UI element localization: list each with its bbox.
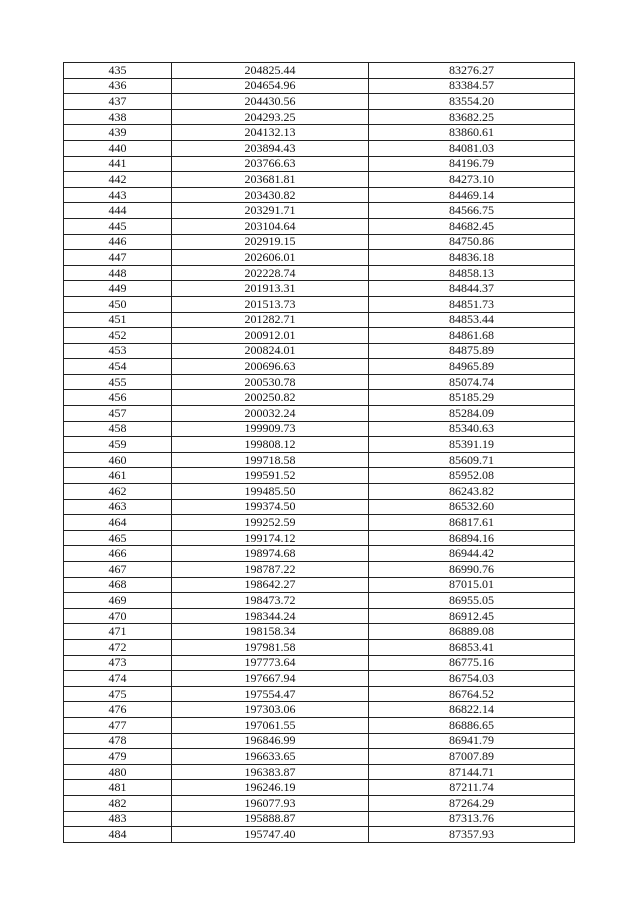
point-number-cell: 476 [64,702,172,718]
x-coordinate-cell: 195747.40 [172,827,369,843]
x-coordinate-cell: 201513.73 [172,296,369,312]
point-number-cell: 463 [64,499,172,515]
coordinate-table [63,62,575,843]
point-number-cell: 464 [64,515,172,531]
x-coordinate-cell: 199252.59 [172,515,369,531]
y-coordinate-cell: 86944.42 [369,546,575,562]
x-coordinate-cell: 204825.44 [172,63,369,79]
x-coordinate-cell: 203894.43 [172,140,369,156]
y-coordinate-cell: 85185.29 [369,390,575,406]
y-coordinate-cell: 86894.16 [369,530,575,546]
y-coordinate-cell: 84750.86 [369,234,575,250]
table-row [64,125,575,141]
point-number-cell: 461 [64,468,172,484]
table-row [64,234,575,250]
x-coordinate-cell: 197061.55 [172,717,369,733]
x-coordinate-cell: 200824.01 [172,343,369,359]
table-row [64,437,575,453]
x-coordinate-cell: 201282.71 [172,312,369,328]
x-coordinate-cell: 198787.22 [172,562,369,578]
table-row [64,780,575,796]
point-number-cell: 453 [64,343,172,359]
table-row [64,296,575,312]
table-row [64,827,575,843]
table-row [64,187,575,203]
table-row [64,406,575,422]
table-row [64,390,575,406]
point-number-cell: 484 [64,827,172,843]
point-number-cell: 459 [64,437,172,453]
y-coordinate-cell: 86764.52 [369,686,575,702]
x-coordinate-cell: 196246.19 [172,780,369,796]
point-number-cell: 466 [64,546,172,562]
point-number-cell: 439 [64,125,172,141]
point-number-cell: 467 [64,562,172,578]
y-coordinate-cell: 84851.73 [369,296,575,312]
x-coordinate-cell: 197773.64 [172,655,369,671]
y-coordinate-cell: 87313.76 [369,811,575,827]
x-coordinate-cell: 203766.63 [172,156,369,172]
x-coordinate-cell: 202919.15 [172,234,369,250]
point-number-cell: 443 [64,187,172,203]
point-number-cell: 450 [64,296,172,312]
x-coordinate-cell: 203681.81 [172,172,369,188]
point-number-cell: 436 [64,78,172,94]
y-coordinate-cell: 83682.25 [369,109,575,125]
x-coordinate-cell: 199374.50 [172,499,369,515]
x-coordinate-cell: 204430.56 [172,94,369,110]
y-coordinate-cell: 86941.79 [369,733,575,749]
table-row [64,172,575,188]
y-coordinate-cell: 86955.05 [369,593,575,609]
y-coordinate-cell: 86853.41 [369,639,575,655]
table-row [64,312,575,328]
y-coordinate-cell: 86990.76 [369,562,575,578]
point-number-cell: 479 [64,749,172,765]
y-coordinate-cell: 87357.93 [369,827,575,843]
point-number-cell: 460 [64,452,172,468]
point-number-cell: 457 [64,406,172,422]
point-number-cell: 470 [64,608,172,624]
table-row [64,468,575,484]
x-coordinate-cell: 204293.25 [172,109,369,125]
table-row [64,343,575,359]
point-number-cell: 475 [64,686,172,702]
y-coordinate-cell: 84844.37 [369,281,575,297]
x-coordinate-cell: 201913.31 [172,281,369,297]
point-number-cell: 449 [64,281,172,297]
point-number-cell: 462 [64,484,172,500]
table-row [64,608,575,624]
y-coordinate-cell: 83276.27 [369,63,575,79]
point-number-cell: 435 [64,63,172,79]
x-coordinate-cell: 204132.13 [172,125,369,141]
point-number-cell: 478 [64,733,172,749]
point-number-cell: 458 [64,421,172,437]
table-row [64,702,575,718]
y-coordinate-cell: 86532.60 [369,499,575,515]
table-row [64,140,575,156]
table-row [64,562,575,578]
y-coordinate-cell: 86886.65 [369,717,575,733]
table-row [64,639,575,655]
table-row [64,421,575,437]
x-coordinate-cell: 203104.64 [172,218,369,234]
table-row [64,546,575,562]
table-row [64,374,575,390]
point-number-cell: 456 [64,390,172,406]
y-coordinate-cell: 84853.44 [369,312,575,328]
point-number-cell: 477 [64,717,172,733]
y-coordinate-cell: 83860.61 [369,125,575,141]
x-coordinate-cell: 204654.96 [172,78,369,94]
y-coordinate-cell: 84682.45 [369,218,575,234]
y-coordinate-cell: 85340.63 [369,421,575,437]
x-coordinate-cell: 195888.87 [172,811,369,827]
point-number-cell: 448 [64,265,172,281]
table-row [64,109,575,125]
y-coordinate-cell: 84875.89 [369,343,575,359]
point-number-cell: 447 [64,250,172,266]
y-coordinate-cell: 84081.03 [369,140,575,156]
table-row [64,577,575,593]
x-coordinate-cell: 197554.47 [172,686,369,702]
table-row [64,359,575,375]
table-row [64,452,575,468]
point-number-cell: 454 [64,359,172,375]
x-coordinate-cell: 200696.63 [172,359,369,375]
table-row [64,218,575,234]
point-number-cell: 452 [64,328,172,344]
x-coordinate-cell: 198642.27 [172,577,369,593]
x-coordinate-cell: 196633.65 [172,749,369,765]
point-number-cell: 440 [64,140,172,156]
table-row [64,515,575,531]
point-number-cell: 451 [64,312,172,328]
x-coordinate-cell: 197667.94 [172,671,369,687]
y-coordinate-cell: 85609.71 [369,452,575,468]
point-number-cell: 483 [64,811,172,827]
table-row [64,749,575,765]
y-coordinate-cell: 84469.14 [369,187,575,203]
point-number-cell: 455 [64,374,172,390]
y-coordinate-cell: 87007.89 [369,749,575,765]
y-coordinate-cell: 84858.13 [369,265,575,281]
point-number-cell: 469 [64,593,172,609]
point-number-cell: 445 [64,218,172,234]
x-coordinate-cell: 200530.78 [172,374,369,390]
point-number-cell: 480 [64,764,172,780]
y-coordinate-cell: 86817.61 [369,515,575,531]
point-number-cell: 481 [64,780,172,796]
table-row [64,499,575,515]
point-number-cell: 438 [64,109,172,125]
point-number-cell: 472 [64,639,172,655]
x-coordinate-cell: 197981.58 [172,639,369,655]
y-coordinate-cell: 83554.20 [369,94,575,110]
x-coordinate-cell: 203291.71 [172,203,369,219]
table-row [64,63,575,79]
x-coordinate-cell: 200250.82 [172,390,369,406]
y-coordinate-cell: 86754.03 [369,671,575,687]
y-coordinate-cell: 85391.19 [369,437,575,453]
x-coordinate-cell: 196077.93 [172,795,369,811]
y-coordinate-cell: 87264.29 [369,795,575,811]
x-coordinate-cell: 198158.34 [172,624,369,640]
x-coordinate-cell: 202228.74 [172,265,369,281]
y-coordinate-cell: 84566.75 [369,203,575,219]
table-row [64,328,575,344]
point-number-cell: 465 [64,530,172,546]
table-row [64,250,575,266]
y-coordinate-cell: 87144.71 [369,764,575,780]
table-row [64,484,575,500]
table-row [64,655,575,671]
x-coordinate-cell: 199174.12 [172,530,369,546]
y-coordinate-cell: 87015.01 [369,577,575,593]
x-coordinate-cell: 202606.01 [172,250,369,266]
x-coordinate-cell: 196383.87 [172,764,369,780]
table-row [64,795,575,811]
y-coordinate-cell: 83384.57 [369,78,575,94]
x-coordinate-cell: 199485.50 [172,484,369,500]
point-number-cell: 468 [64,577,172,593]
y-coordinate-cell: 86889.08 [369,624,575,640]
coordinate-table-body [64,63,575,843]
table-row [64,764,575,780]
point-number-cell: 444 [64,203,172,219]
x-coordinate-cell: 199909.73 [172,421,369,437]
y-coordinate-cell: 84196.79 [369,156,575,172]
y-coordinate-cell: 84965.89 [369,359,575,375]
x-coordinate-cell: 200032.24 [172,406,369,422]
point-number-cell: 442 [64,172,172,188]
table-row [64,593,575,609]
table-row [64,281,575,297]
x-coordinate-cell: 197303.06 [172,702,369,718]
table-row [64,671,575,687]
y-coordinate-cell: 85074.74 [369,374,575,390]
table-row [64,203,575,219]
point-number-cell: 437 [64,94,172,110]
x-coordinate-cell: 199591.52 [172,468,369,484]
y-coordinate-cell: 84273.10 [369,172,575,188]
table-row [64,717,575,733]
table-row [64,78,575,94]
point-number-cell: 471 [64,624,172,640]
y-coordinate-cell: 84861.68 [369,328,575,344]
point-number-cell: 441 [64,156,172,172]
x-coordinate-cell: 199718.58 [172,452,369,468]
x-coordinate-cell: 198974.68 [172,546,369,562]
x-coordinate-cell: 200912.01 [172,328,369,344]
table-row [64,265,575,281]
table-row [64,811,575,827]
table-row [64,156,575,172]
x-coordinate-cell: 196846.99 [172,733,369,749]
y-coordinate-cell: 86822.14 [369,702,575,718]
x-coordinate-cell: 203430.82 [172,187,369,203]
table-row [64,530,575,546]
point-number-cell: 482 [64,795,172,811]
y-coordinate-cell: 86775.16 [369,655,575,671]
point-number-cell: 473 [64,655,172,671]
x-coordinate-cell: 198344.24 [172,608,369,624]
y-coordinate-cell: 85952.08 [369,468,575,484]
table-row [64,624,575,640]
y-coordinate-cell: 86912.45 [369,608,575,624]
y-coordinate-cell: 85284.09 [369,406,575,422]
y-coordinate-cell: 87211.74 [369,780,575,796]
table-row [64,94,575,110]
table-row [64,686,575,702]
x-coordinate-cell: 198473.72 [172,593,369,609]
point-number-cell: 474 [64,671,172,687]
y-coordinate-cell: 86243.82 [369,484,575,500]
y-coordinate-cell: 84836.18 [369,250,575,266]
point-number-cell: 446 [64,234,172,250]
x-coordinate-cell: 199808.12 [172,437,369,453]
table-row [64,733,575,749]
